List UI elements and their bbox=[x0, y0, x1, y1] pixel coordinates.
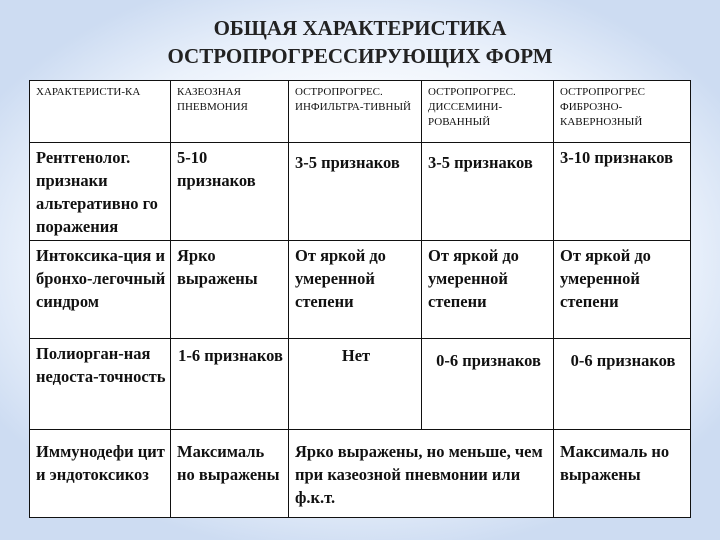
row-label: Интоксика-ция и бронхо-легочный синдром bbox=[30, 241, 171, 339]
row-label: Полиорган-ная недоста-точность bbox=[30, 339, 171, 430]
table-cell: Максималь но выражены bbox=[171, 430, 289, 518]
table-row bbox=[30, 430, 691, 518]
header-disseminated: ОСТРОПРОГРЕС. ДИССЕМИНИ-РОВАННЫЙ bbox=[422, 81, 554, 143]
characteristics-table bbox=[29, 80, 691, 518]
table-row bbox=[30, 143, 691, 241]
table-header-row bbox=[30, 81, 691, 143]
header-characteristic: ХАРАКТЕРИСТИ-КА bbox=[30, 81, 171, 143]
table-cell: 3-5 признаков bbox=[422, 143, 554, 241]
table-row bbox=[30, 339, 691, 430]
header-fibrous-cavernous: ОСТРОПРОГРЕС ФИБРОЗНО-КАВЕРНОЗНЫЙ bbox=[554, 81, 691, 143]
table-cell: Ярко выражены bbox=[171, 241, 289, 339]
table-cell: Нет bbox=[289, 339, 422, 430]
title-line-2: ОСТРОПРОГРЕССИРУЮЩИХ ФОРМ bbox=[167, 44, 553, 68]
table-cell: 1-6 признаков bbox=[171, 339, 289, 430]
table-cell: Ярко выражены, но меньше, чем при казеозной пневмонии или ф.к.т. bbox=[289, 430, 554, 518]
table-cell: От яркой до умеренной степени bbox=[422, 241, 554, 339]
table-cell: 0-6 признаков bbox=[422, 339, 554, 430]
row-label: Рентгенолог. признаки альтеративно го поражения bbox=[30, 143, 171, 241]
table-cell: 3-10 признаков bbox=[554, 143, 691, 241]
title-line-1: ОБЩАЯ ХАРАКТЕРИСТИКА bbox=[213, 16, 507, 40]
row-label: Иммунодефи цит и эндотоксикоз bbox=[30, 430, 171, 518]
table-cell: 5-10 признаков bbox=[171, 143, 289, 241]
table-cell: 3-5 признаков bbox=[289, 143, 422, 241]
table-row bbox=[30, 241, 691, 339]
table-cell: От яркой до умеренной степени bbox=[289, 241, 422, 339]
table-cell: 0-6 признаков bbox=[554, 339, 691, 430]
page-title bbox=[0, 14, 720, 70]
header-caseous-pneumonia: КАЗЕОЗНАЯ ПНЕВМОНИЯ bbox=[171, 81, 289, 143]
header-infiltrative: ОСТРОПРОГРЕС. ИНФИЛЬТРА-ТИВНЫЙ bbox=[289, 81, 422, 143]
table-cell: Максималь но выражены bbox=[554, 430, 691, 518]
table-cell: От яркой до умеренной степени bbox=[554, 241, 691, 339]
